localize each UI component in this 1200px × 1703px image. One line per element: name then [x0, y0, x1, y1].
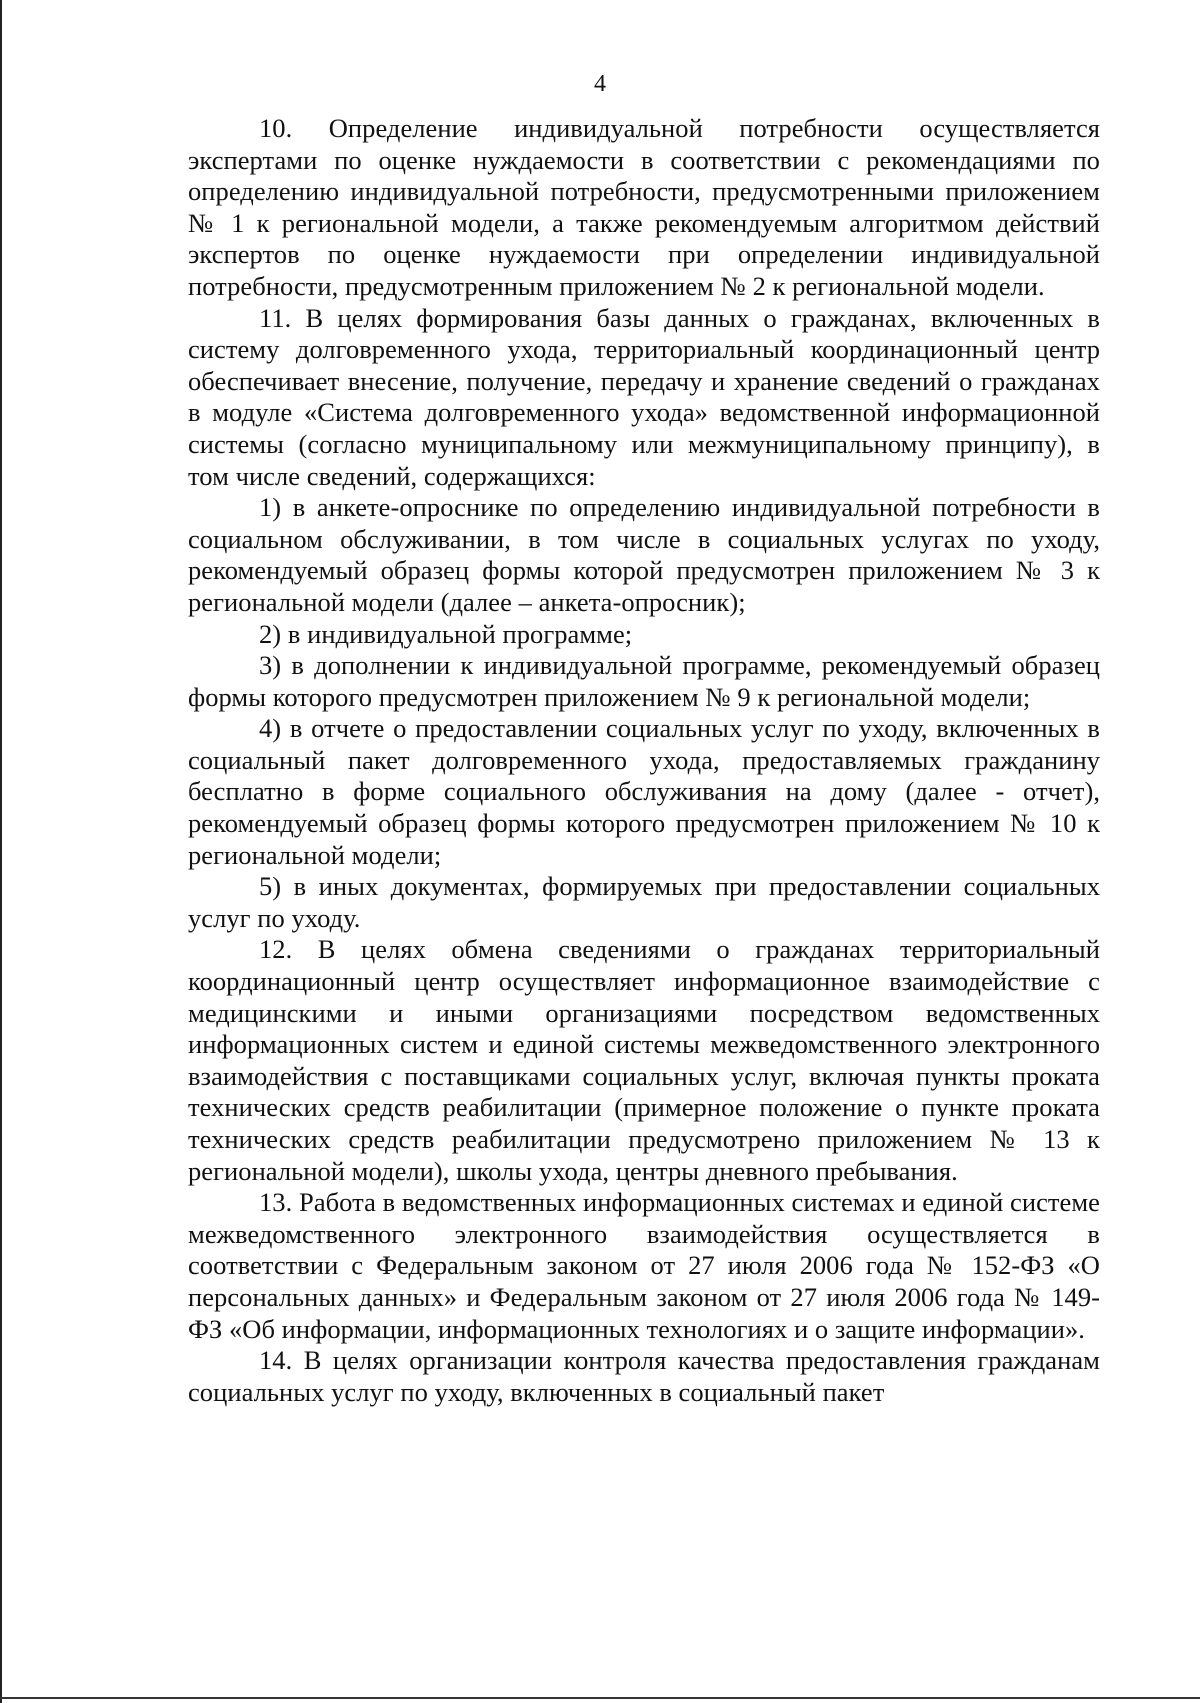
paragraph-14: 14. В целях организации контроля качества предоставления гражданам социальных услуг по уходу, включенных в социальный пакет — [188, 1345, 1100, 1407]
document-body — [188, 113, 1100, 1408]
scan-edge-bottom — [0, 1697, 1200, 1699]
paragraph-11: 11. В целях формирования базы данных о гражданах, включенных в систему долговременного ухода, территориальный координационный центр обеспечивает внесение, получение, передачу и хранение сведений о гражданах в модуле «Система долговременного ухода» ведомственной информационной системы (согласно муниципальному или межмуниципальному принципу), в том числе сведений, содержащихся: — [188, 302, 1100, 491]
paragraph-11-item-1: 1) в анкете-опроснике по определению индивидуальной потребности в социальном обслуживании, в том числе в социальных услугах по уходу, рекомендуемый образец формы которой предусмотрен приложением № 3 к региональной модели (далее – анкета-опросник); — [188, 492, 1100, 617]
paragraph-12: 12. В целях обмена сведениями о гражданах территориальный координационный центр осуществляет информационное взаимодействие с медицинскими и иными организациями посредством ведомственных информационных систем и единой системы межведомственного электронного взаимодействия с поставщиками социальных услуг, включая пункты проката технических средств реабилитации (примерное положение о пункте проката технических средств реабилитации предусмотрено приложением № 13 к региональной модели), школы ухода, центры дневного пребывания. — [188, 934, 1100, 1186]
paragraph-11-item-4: 4) в отчете о предоставлении социальных услуг по уходу, включенных в социальный пакет долговременного ухода, предоставляемых гражданину бесплатно в форме социального обслуживания на дому (далее - отчет), рекомендуемый образец формы которого предусмотрен приложением № 10 к региональной модели; — [188, 713, 1100, 870]
paragraph-11-item-3: 3) в дополнении к индивидуальной программе, рекомендуемый образец формы которого предусмотрен приложением № 9 к региональной модели; — [188, 650, 1100, 712]
paragraph-10: 10. Определение индивидуальной потребности осуществляется экспертами по оценке нуждаемости в соответствии с рекомендациями по определению индивидуальной потребности, предусмотренными приложением № 1 к региональной модели, а также рекомендуемым алгоритмом действий экспертов по оценке нуждаемости при определении индивидуальной потребности, предусмотренным приложением № 2 к региональной модели. — [188, 113, 1100, 301]
page-number: 4 — [594, 71, 606, 97]
scan-edge-left — [0, 0, 2, 1703]
paragraph-13: 13. Работа в ведомственных информационных системах и единой системе межведомственного электронного взаимодействия осуществляется в соответствии с Федеральным законом от 27 июля 2006 года № 152-ФЗ «О персональных данных» и Федеральным законом от 27 июля 2006 года № 149-ФЗ «Об информации, информационных технологиях и о защите информации». — [188, 1187, 1100, 1344]
paragraph-11-item-5: 5) в иных документах, формируемых при предоставлении социальных услуг по уходу. — [188, 871, 1100, 933]
paragraph-11-item-2: 2) в индивидуальной программе; — [259, 618, 633, 649]
